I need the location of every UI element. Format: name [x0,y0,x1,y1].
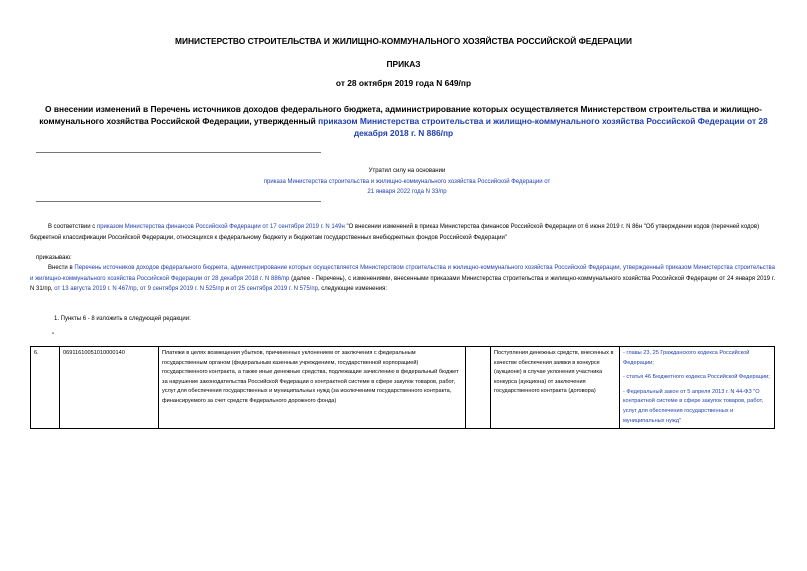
body-paragraph [30,263,775,295]
body-text-mid: (далее - Перечень), с изменениями, внесенными приказами Министерства строительства и жилищно-коммунального хозяйства Российской Федерации от 24 января 2019 г. N 31/пр, [30,275,775,292]
cell-code: 06911610051010000140 [60,347,159,429]
body-link-575[interactable]: от 25 сентября 2019 г. N 575/пр [230,286,318,292]
basis-civil-code[interactable]: - главы 23, 25 Гражданского кодекса Российской Федерации; [623,350,750,366]
body-text: Внести в [48,265,73,271]
body-link-order[interactable]: приказом Министерства строительства и жилищно-коммунального хозяйства Российской Федерации от 28 декабря 2018 г. N 886/пр [30,265,775,282]
intro-text: В соответствии с [48,224,96,230]
changes-table [30,346,775,429]
basis-budget-code[interactable]: - статья 46 Бюджетного кодекса Российской Федерации; [623,374,770,381]
intro-link[interactable]: приказом Министерства финансов Российской Федерации от 17 сентября 2019 г. N 149н [96,224,345,230]
intro-rest: "О внесении изменений в приказ Министерства финансов Российской Федерации от 6 июня 2019 г. N 86н "Об утверждении кодов (перечней кодов) бюджетной классификации Российской Федерации, относящихся к федеральному бюджету и бюджетам государственных внебюджетных фондов Российской Федерации" [30,224,760,241]
divider-bottom [36,201,321,202]
document-subject [30,103,777,139]
body-link-525[interactable]: от 9 сентября 2019 г. N 525/пр [139,286,224,292]
body-link-467[interactable]: от 13 августа 2019 г. N 467/пр [54,286,137,292]
divider-top [36,152,321,153]
cell-source: Поступления денежных средств, внесенных в качестве обеспечения заявки в конкурсе (аукционе) в случае уклонения участника конкурса (аукциона) от заключения государственного контракта (договора) [491,347,620,429]
subject-text: О внесении изменений в Перечень источников доходов федерального бюджета, администрирование которых осуществляется Министерством строительства и жилищно-коммунального хозяйства Российской Федерации, утвержденный [39,104,762,126]
table-row [31,347,775,429]
ministry-title: МИНИСТЕРСТВО СТРОИТЕЛЬСТВА И ЖИЛИЩНО-КОММУНАЛЬНОГО ХОЗЯЙСТВА РОССИЙСКОЙ ФЕДЕРАЦИИ [175,36,632,46]
repeal-note-link[interactable]: приказа Министерства строительства и жилищно-коммунального хозяйства Российской Федерации от 21 января 2022 года N 33/пр [263,178,551,195]
repeal-note-text: Утратил силу на основании [368,168,446,174]
cell-legal-basis [620,347,775,429]
intro-paragraph [30,222,775,243]
body-link-list[interactable]: Перечень источников доходов федерального бюджета, администрирование которых осуществляется Министерством строительства и жилищно-коммунального хозяйства Российской Федерации, утвержденный [74,265,664,271]
document-date-number: от 28 октября 2019 года N 649/пр [335,78,472,88]
document-type: ПРИКАЗ [386,59,421,69]
basis-federal-law[interactable]: - Федеральный закон от 5 апреля 2013 г. N 44-ФЗ "О контрактной системе в сфере закупок товаров, работ, услуг для обеспечения государственных и муниципальных нужд" [623,388,764,424]
item-1: 1. Пункты 6 - 8 изложить в следующей редакции: [54,316,191,322]
cell-empty [466,347,491,429]
cell-description: Платежи в целях возмещения убытков, причиненных уклонением от заключения с федеральным государственным органом (федеральным казенным учреждением, государственной корпорацией) государственного контракта, а также иные денежные средства, подлежащие зачислению в федеральный бюджет за нарушение законодательства Российской Федерации о контрактной системе в сфере закупок товаров, работ, услуг для обеспечения государственных и муниципальных нужд (за исключением государственного контракта, финансируемого за счет средств Федерального дорожного фонда) [159,347,466,429]
quote-mark: " [52,333,55,339]
subject-link[interactable]: приказом Министерства строительства и жилищно-коммунального хозяйства Российской Федерации от 28 декабря 2018 г. N 886/пр [318,116,768,138]
order-word: приказываю: [36,255,72,261]
repeal-note [262,166,552,198]
cell-number: 6. [31,347,60,429]
body-sep: , [136,286,139,292]
body-sep-and: и [225,286,229,292]
body-text-end: , следующие изменения: [317,286,388,292]
